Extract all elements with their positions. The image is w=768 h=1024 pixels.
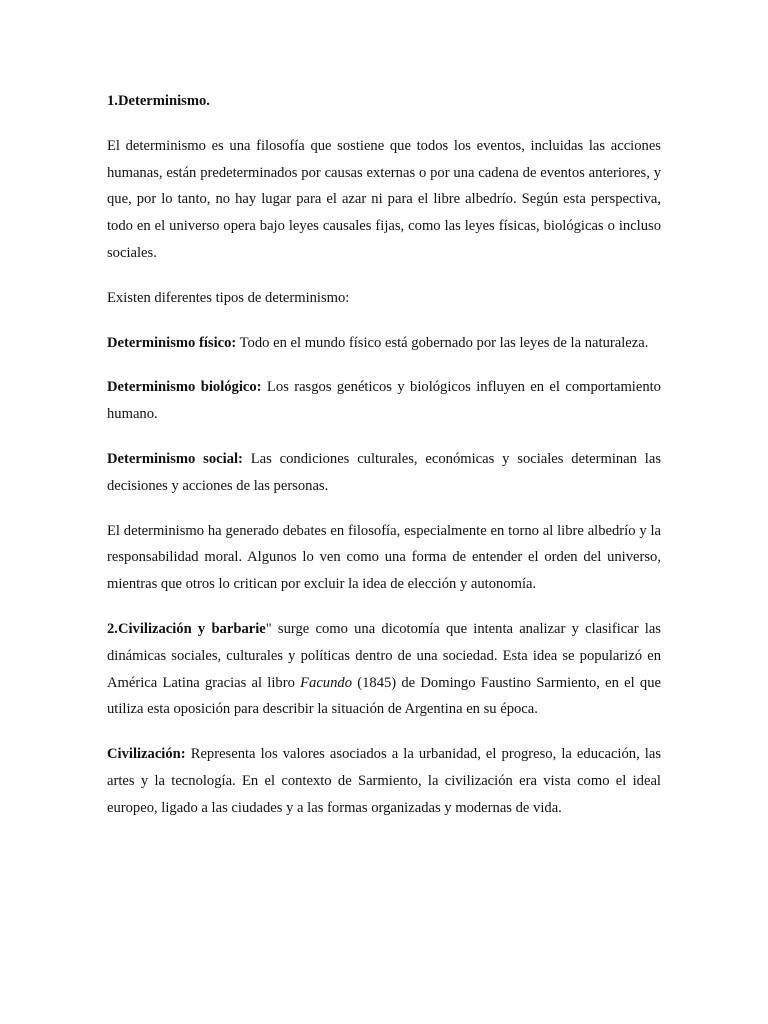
- term-determinismo-fisico: Determinismo físico:: [107, 334, 237, 351]
- document-body: [107, 88, 661, 840]
- section-heading-determinismo: 1.Determinismo.: [107, 93, 210, 109]
- book-title-facundo: Facundo: [300, 674, 352, 691]
- paragraph-determinismo-social: [107, 446, 661, 500]
- paragraph-determinismo-biologico: [107, 374, 661, 428]
- paragraph-civilizacion-barbarie: [107, 616, 661, 723]
- paragraph-civilizacion: [107, 741, 661, 821]
- term-determinismo-social: Determinismo social:: [107, 450, 243, 467]
- civilizacion-barbarie-text-b: (1845) de Domingo Faustino Sarmiento, en el que utiliza esta oposición para describir la situación de Argentina en su época.: [107, 674, 661, 718]
- civilizacion-barbarie-text-a: " surge como una dicotomía que intenta analizar y clasificar las dinámicas sociales, culturales y políticas dentro de una sociedad. Esta idea se popularizó en América Latina gracias al libro: [107, 620, 661, 691]
- definition-determinismo-biologico: Los rasgos genéticos y biológicos influyen en el comportamiento humano.: [107, 379, 661, 423]
- paragraph-types-intro: Existen diferentes tipos de determinismo:: [107, 289, 350, 306]
- paragraph-determinismo-intro: El determinismo es una filosofía que sostiene que todos los eventos, incluidas las acciones humanas, están predeterminados por causas externas o por una cadena de eventos anteriores, y que, por lo tanto, no hay lugar para el azar ni para el libre albedrío. Según esta perspectiva, todo en el universo opera bajo leyes causales fijas, como las leyes físicas, biológicas o incluso sociales.: [107, 137, 661, 261]
- definition-determinismo-fisico: Todo en el mundo físico está gobernado por las leyes de la naturaleza.: [236, 334, 649, 351]
- definition-civilizacion: Representa los valores asociados a la urbanidad, el progreso, la educación, las artes y la tecnología. En el contexto de Sarmiento, la civilización era vista como el ideal europeo, ligado a las ciudades y a las formas organizadas y modernas de vida.: [107, 746, 661, 816]
- term-determinismo-biologico: Determinismo biológico:: [107, 379, 262, 396]
- paragraph-determinismo-fisico: [107, 330, 661, 357]
- section-heading-civilizacion-barbarie: 2.Civilización y barbarie: [107, 620, 266, 637]
- paragraph-determinismo-closing: El determinismo ha generado debates en filosofía, especialmente en torno al libre albedrío y la responsabilidad moral. Algunos lo ven como una forma de entender el orden del universo, mientras que otros lo critican por excluir la idea de elección y autonomía.: [107, 522, 661, 593]
- definition-determinismo-social: Las condiciones culturales, económicas y sociales determinan las decisiones y acciones de las personas.: [107, 450, 661, 494]
- term-civilizacion: Civilización:: [107, 746, 186, 763]
